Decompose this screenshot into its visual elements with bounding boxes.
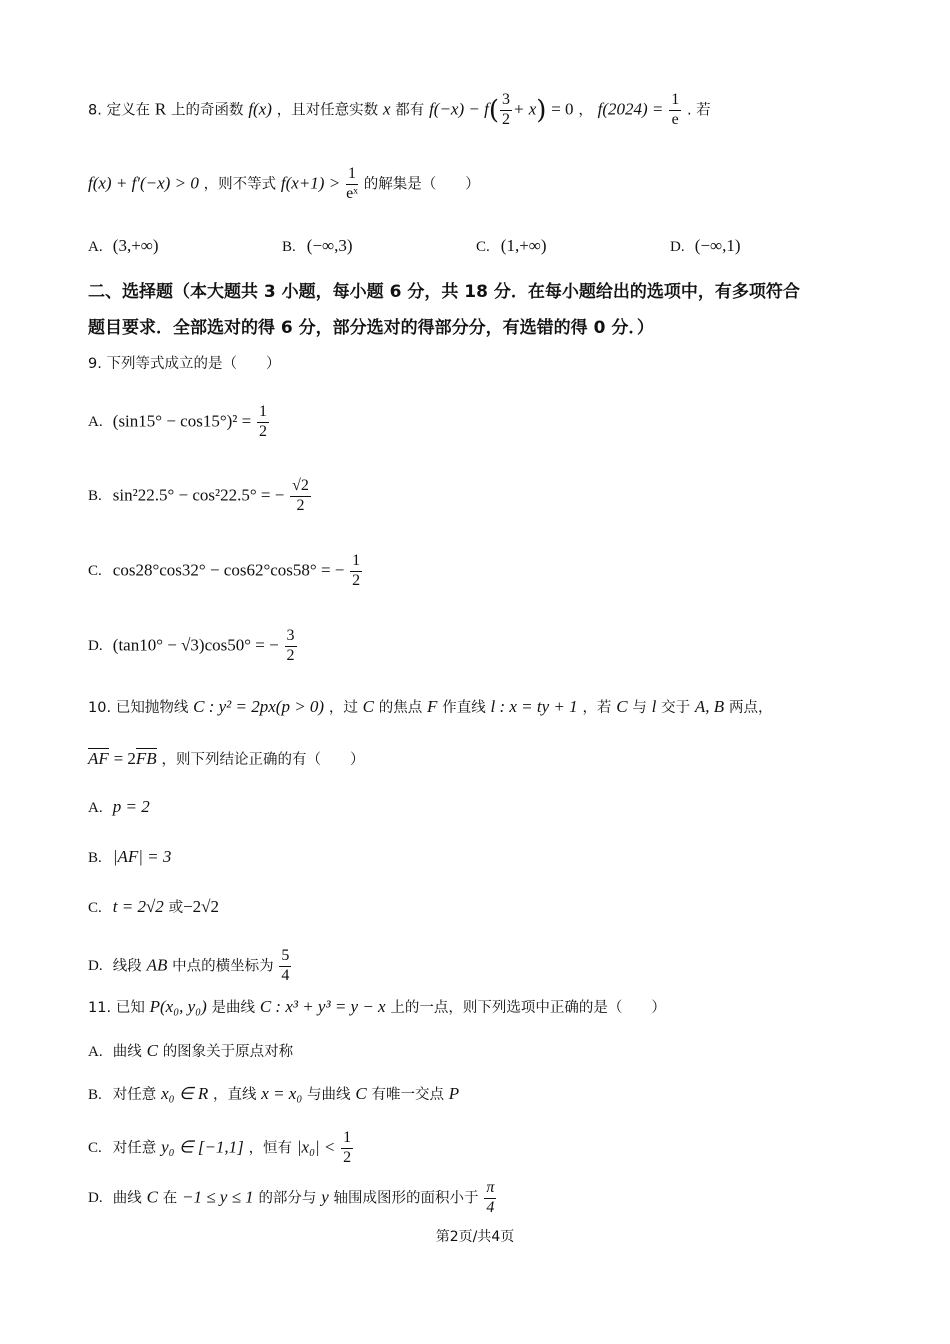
q11-option-b: B. 对任意 x₀ ∈ R ，直线 x = x₀ 与曲线 C 有唯一交点 P [88,1084,460,1103]
q10-line1: 10. 已知抛物线 C : y² = 2px(p > 0) ，过 C 的焦点 F 作直线 l : x = ty + 1 ，若 C 与 l 交于 A, B 两点， [88,697,773,716]
q9-option-d: D. (tan10° − √3)cos50° = − $\frac{3}{2}$ [88,627,295,664]
q10-option-b: B. |AF| = 3 [88,847,172,866]
q8-frac: $\frac{3}{2}$ [502,91,510,128]
q9-stem: 9. 下列等式成立的是（ ） [88,356,281,372]
q8-option-d: D. (−∞,1) [670,236,741,255]
q8-number: 8. [88,102,102,119]
q10-option-a: A. p = 2 [88,797,150,816]
q8-line2: f(x) + f′(−x) > 0 ，则不等式 f(x+1) > $\frac{1}{\text{eˣ}}$ 的解集是（ ） [88,165,480,202]
q8-option-a: A. (3,+∞) [88,236,159,255]
section2-heading-line2: 题目要求．全部选对的得 6 分，部分选对的得部分分，有选错的得 0 分．） [88,318,654,338]
q10-line2: AF = 2FB ，则下列结论正确的有（ ） [88,749,365,768]
q9-option-c: C. cos28°cos32° − cos62°cos58° = − $\frac{1}{2}$ [88,552,361,589]
section2-heading-line1: 二、选择题（本大题共 3 小题，每小题 6 分，共 18 分．在每小题给出的选项中，有多项符合 [88,282,800,302]
q10-option-c: C. t = 2√2 或−2√2 [88,897,220,916]
q9-option-b: B. sin²22.5° − cos²22.5° = − $\frac{√2}{2}$ [88,477,309,514]
q11-option-a: A. 曲线 C 的图象关于原点对称 [88,1041,294,1060]
q8-option-c: C. (1,+∞) [476,236,547,255]
q8-line1: 8. 定义在 R 上的奇函数 f(x) ，且对任意实数 x 都有 f(−x) − f( $\frac{3}{2}$ + x) = 0 ， f(2024) = $\frac{1}{e}$ . 若 [88,91,711,128]
q8-frac-e: $\frac{1}{e}$ [671,91,680,128]
q8-option-b: B. (−∞,3) [282,236,353,255]
q11-stem: 11. 已知 P(x₀, y₀) 是曲线 C : x³ + y³ = y − x 上的一点，则下列选项中正确的是（ ） [88,997,666,1016]
q9-option-a: A. (sin15° − cos15°)² = $\frac{1}{2}$ [88,403,268,440]
page-number-footer: 第2页/共4页 [435,1229,515,1245]
q8-frac-ex: $\frac{1}{\text{eˣ}}$ [346,165,358,202]
q11-option-c: C. 对任意 y₀ ∈ [−1,1] ，恒有 |x₀| < $\frac{1}{2}$ [88,1129,352,1166]
q10-option-d: D. 线段 AB 中点的横坐标为 $\frac{5}{4}$ [88,947,290,984]
q11-option-d: D. 曲线 C 在 −1 ≤ y ≤ 1 的部分与 y 轴围成图形的面积小于 $\frac{\pi}{4}$ [88,1179,495,1216]
